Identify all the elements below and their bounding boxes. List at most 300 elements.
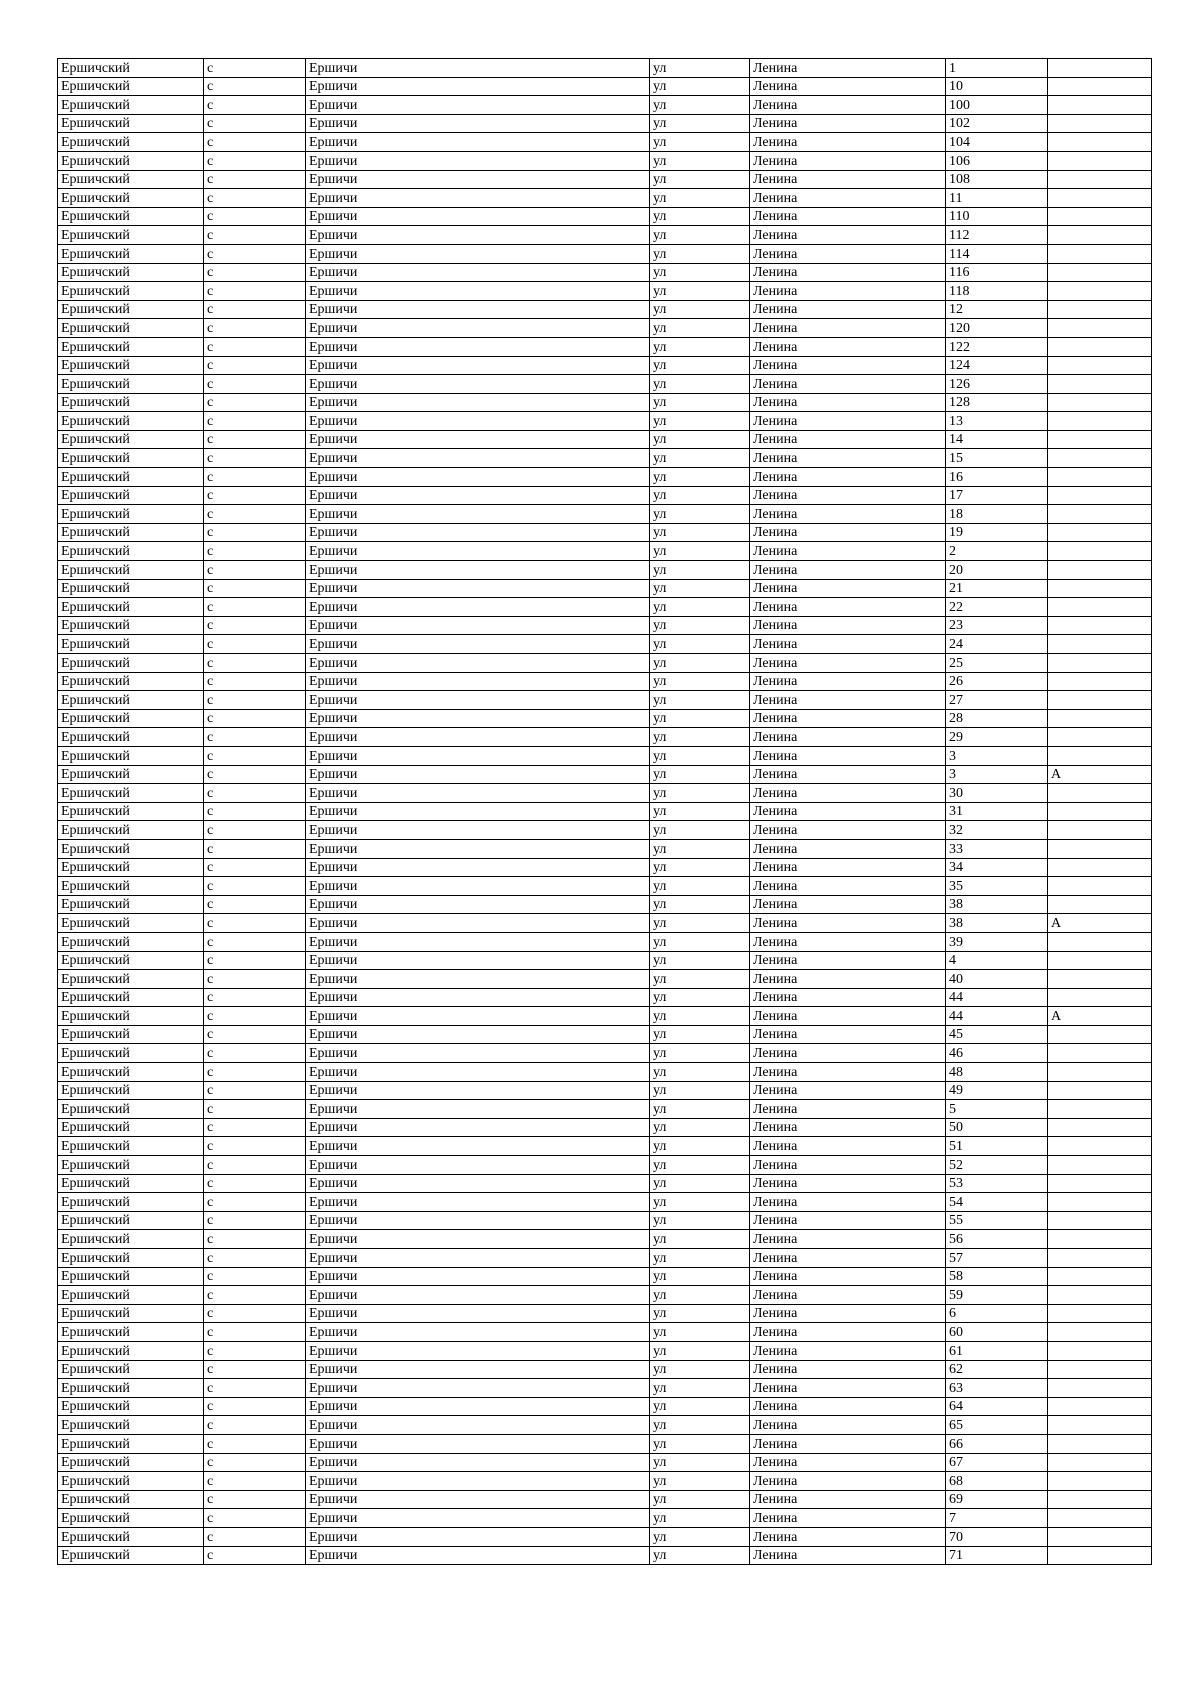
street-cell: Ленина bbox=[750, 1249, 946, 1268]
street-type-cell: ул bbox=[650, 1341, 750, 1360]
settlement-type-cell: с bbox=[204, 988, 306, 1007]
house-number-cell: 38 bbox=[946, 895, 1048, 914]
street-cell: Ленина bbox=[750, 59, 946, 78]
settlement-type-cell: с bbox=[204, 356, 306, 375]
street-type-cell: ул bbox=[650, 579, 750, 598]
building-letter-cell bbox=[1048, 616, 1152, 635]
building-letter-cell bbox=[1048, 1249, 1152, 1268]
building-letter-cell bbox=[1048, 523, 1152, 542]
building-letter-cell bbox=[1048, 598, 1152, 617]
street-type-cell: ул bbox=[650, 375, 750, 394]
settlement-cell: Ершичи bbox=[306, 746, 650, 765]
settlement-cell: Ершичи bbox=[306, 914, 650, 933]
table-row bbox=[58, 1472, 1152, 1491]
street-type-cell: ул bbox=[650, 951, 750, 970]
building-letter-cell bbox=[1048, 839, 1152, 858]
house-number-cell: 34 bbox=[946, 858, 1048, 877]
settlement-type-cell: с bbox=[204, 1416, 306, 1435]
building-letter-cell bbox=[1048, 77, 1152, 96]
building-letter-cell bbox=[1048, 96, 1152, 115]
building-letter-cell bbox=[1048, 1137, 1152, 1156]
house-number-cell: 12 bbox=[946, 300, 1048, 319]
settlement-type-cell: с bbox=[204, 1453, 306, 1472]
district-cell: Ершичский bbox=[58, 96, 204, 115]
settlement-cell: Ершичи bbox=[306, 839, 650, 858]
district-cell: Ершичский bbox=[58, 691, 204, 710]
table-row bbox=[58, 356, 1152, 375]
building-letter-cell bbox=[1048, 895, 1152, 914]
street-cell: Ленина bbox=[750, 170, 946, 189]
table-row bbox=[58, 932, 1152, 951]
street-cell: Ленина bbox=[750, 858, 946, 877]
house-number-cell: 122 bbox=[946, 337, 1048, 356]
house-number-cell: 44 bbox=[946, 1007, 1048, 1026]
street-type-cell: ул bbox=[650, 932, 750, 951]
building-letter-cell bbox=[1048, 1025, 1152, 1044]
district-cell: Ершичский bbox=[58, 970, 204, 989]
table-row bbox=[58, 77, 1152, 96]
district-cell: Ершичский bbox=[58, 300, 204, 319]
building-letter-cell bbox=[1048, 877, 1152, 896]
district-cell: Ершичский bbox=[58, 486, 204, 505]
table-row bbox=[58, 1397, 1152, 1416]
building-letter-cell bbox=[1048, 430, 1152, 449]
table-row bbox=[58, 654, 1152, 673]
district-cell: Ершичский bbox=[58, 319, 204, 338]
house-number-cell: 70 bbox=[946, 1527, 1048, 1546]
district-cell: Ершичский bbox=[58, 988, 204, 1007]
building-letter-cell bbox=[1048, 207, 1152, 226]
table-row bbox=[58, 207, 1152, 226]
settlement-cell: Ершичи bbox=[306, 430, 650, 449]
district-cell: Ершичский bbox=[58, 1211, 204, 1230]
district-cell: Ершичский bbox=[58, 1341, 204, 1360]
street-type-cell: ул bbox=[650, 356, 750, 375]
street-type-cell: ул bbox=[650, 542, 750, 561]
street-type-cell: ул bbox=[650, 895, 750, 914]
street-type-cell: ул bbox=[650, 1397, 750, 1416]
settlement-type-cell: с bbox=[204, 77, 306, 96]
street-type-cell: ул bbox=[650, 616, 750, 635]
table-row bbox=[58, 486, 1152, 505]
street-cell: Ленина bbox=[750, 1025, 946, 1044]
street-type-cell: ул bbox=[650, 1193, 750, 1212]
table-row bbox=[58, 1118, 1152, 1137]
house-number-cell: 20 bbox=[946, 561, 1048, 580]
building-letter-cell bbox=[1048, 375, 1152, 394]
building-letter-cell bbox=[1048, 1323, 1152, 1342]
settlement-type-cell: с bbox=[204, 1527, 306, 1546]
street-cell: Ленина bbox=[750, 505, 946, 524]
settlement-type-cell: с bbox=[204, 579, 306, 598]
house-number-cell: 68 bbox=[946, 1472, 1048, 1491]
house-number-cell: 49 bbox=[946, 1081, 1048, 1100]
district-cell: Ершичский bbox=[58, 1156, 204, 1175]
street-cell: Ленина bbox=[750, 1007, 946, 1026]
district-cell: Ершичский bbox=[58, 1323, 204, 1342]
settlement-type-cell: с bbox=[204, 542, 306, 561]
street-type-cell: ул bbox=[650, 59, 750, 78]
street-cell: Ленина bbox=[750, 951, 946, 970]
table-row bbox=[58, 430, 1152, 449]
district-cell: Ершичский bbox=[58, 1007, 204, 1026]
house-number-cell: 24 bbox=[946, 635, 1048, 654]
house-number-cell: 56 bbox=[946, 1230, 1048, 1249]
building-letter-cell bbox=[1048, 1546, 1152, 1565]
table-row bbox=[58, 839, 1152, 858]
settlement-cell: Ершичи bbox=[306, 951, 650, 970]
street-type-cell: ул bbox=[650, 1267, 750, 1286]
house-number-cell: 7 bbox=[946, 1509, 1048, 1528]
settlement-cell: Ершичи bbox=[306, 1137, 650, 1156]
street-cell: Ленина bbox=[750, 1434, 946, 1453]
settlement-type-cell: с bbox=[204, 449, 306, 468]
settlement-cell: Ершичи bbox=[306, 598, 650, 617]
district-cell: Ершичский bbox=[58, 468, 204, 487]
house-number-cell: 120 bbox=[946, 319, 1048, 338]
settlement-cell: Ершичи bbox=[306, 1230, 650, 1249]
settlement-cell: Ершичи bbox=[306, 579, 650, 598]
table-row bbox=[58, 1341, 1152, 1360]
house-number-cell: 69 bbox=[946, 1490, 1048, 1509]
district-cell: Ершичский bbox=[58, 189, 204, 208]
house-number-cell: 1 bbox=[946, 59, 1048, 78]
street-cell: Ленина bbox=[750, 523, 946, 542]
district-cell: Ершичский bbox=[58, 151, 204, 170]
house-number-cell: 51 bbox=[946, 1137, 1048, 1156]
district-cell: Ершичский bbox=[58, 412, 204, 431]
district-cell: Ершичский bbox=[58, 1416, 204, 1435]
district-cell: Ершичский bbox=[58, 1174, 204, 1193]
table-row bbox=[58, 746, 1152, 765]
district-cell: Ершичский bbox=[58, 932, 204, 951]
street-cell: Ленина bbox=[750, 1230, 946, 1249]
building-letter-cell bbox=[1048, 1472, 1152, 1491]
building-letter-cell bbox=[1048, 561, 1152, 580]
street-cell: Ленина bbox=[750, 468, 946, 487]
house-number-cell: 54 bbox=[946, 1193, 1048, 1212]
district-cell: Ершичский bbox=[58, 542, 204, 561]
district-cell: Ершичский bbox=[58, 1249, 204, 1268]
settlement-type-cell: с bbox=[204, 114, 306, 133]
settlement-type-cell: с bbox=[204, 170, 306, 189]
settlement-cell: Ершичи bbox=[306, 1416, 650, 1435]
district-cell: Ершичский bbox=[58, 1472, 204, 1491]
building-letter-cell bbox=[1048, 1397, 1152, 1416]
settlement-cell: Ершичи bbox=[306, 877, 650, 896]
settlement-cell: Ершичи bbox=[306, 895, 650, 914]
settlement-type-cell: с bbox=[204, 1360, 306, 1379]
street-type-cell: ул bbox=[650, 96, 750, 115]
district-cell: Ершичский bbox=[58, 877, 204, 896]
house-number-cell: 35 bbox=[946, 877, 1048, 896]
house-number-cell: 30 bbox=[946, 784, 1048, 803]
settlement-cell: Ершичи bbox=[306, 1546, 650, 1565]
settlement-type-cell: с bbox=[204, 1230, 306, 1249]
building-letter-cell bbox=[1048, 1453, 1152, 1472]
house-number-cell: 53 bbox=[946, 1174, 1048, 1193]
settlement-cell: Ершичи bbox=[306, 635, 650, 654]
settlement-type-cell: с bbox=[204, 821, 306, 840]
table-row bbox=[58, 970, 1152, 989]
house-number-cell: 126 bbox=[946, 375, 1048, 394]
building-letter-cell bbox=[1048, 932, 1152, 951]
settlement-type-cell: с bbox=[204, 1044, 306, 1063]
settlement-cell: Ершичи bbox=[306, 300, 650, 319]
table-row bbox=[58, 1137, 1152, 1156]
settlement-cell: Ершичи bbox=[306, 802, 650, 821]
settlement-cell: Ершичи bbox=[306, 1509, 650, 1528]
house-number-cell: 128 bbox=[946, 393, 1048, 412]
table-row bbox=[58, 393, 1152, 412]
settlement-cell: Ершичи bbox=[306, 1490, 650, 1509]
street-type-cell: ул bbox=[650, 1118, 750, 1137]
street-type-cell: ул bbox=[650, 189, 750, 208]
street-type-cell: ул bbox=[650, 1304, 750, 1323]
building-letter-cell bbox=[1048, 244, 1152, 263]
house-number-cell: 17 bbox=[946, 486, 1048, 505]
street-cell: Ленина bbox=[750, 709, 946, 728]
house-number-cell: 55 bbox=[946, 1211, 1048, 1230]
settlement-type-cell: с bbox=[204, 802, 306, 821]
settlement-cell: Ершичи bbox=[306, 505, 650, 524]
street-type-cell: ул bbox=[650, 207, 750, 226]
street-cell: Ленина bbox=[750, 1323, 946, 1342]
settlement-type-cell: с bbox=[204, 430, 306, 449]
settlement-type-cell: с bbox=[204, 189, 306, 208]
street-cell: Ленина bbox=[750, 932, 946, 951]
street-cell: Ленина bbox=[750, 1472, 946, 1491]
street-type-cell: ул bbox=[650, 970, 750, 989]
street-type-cell: ул bbox=[650, 1453, 750, 1472]
settlement-type-cell: с bbox=[204, 895, 306, 914]
street-cell: Ленина bbox=[750, 821, 946, 840]
house-number-cell: 124 bbox=[946, 356, 1048, 375]
settlement-type-cell: с bbox=[204, 1490, 306, 1509]
street-type-cell: ул bbox=[650, 709, 750, 728]
street-type-cell: ул bbox=[650, 1509, 750, 1528]
district-cell: Ершичский bbox=[58, 1360, 204, 1379]
table-row bbox=[58, 1230, 1152, 1249]
house-number-cell: 16 bbox=[946, 468, 1048, 487]
table-row bbox=[58, 1546, 1152, 1565]
street-type-cell: ул bbox=[650, 1025, 750, 1044]
building-letter-cell: А bbox=[1048, 765, 1152, 784]
house-number-cell: 28 bbox=[946, 709, 1048, 728]
settlement-type-cell: с bbox=[204, 970, 306, 989]
settlement-cell: Ершичи bbox=[306, 1063, 650, 1082]
settlement-type-cell: с bbox=[204, 59, 306, 78]
street-cell: Ленина bbox=[750, 784, 946, 803]
settlement-type-cell: с bbox=[204, 1007, 306, 1026]
house-number-cell: 40 bbox=[946, 970, 1048, 989]
street-type-cell: ул bbox=[650, 765, 750, 784]
settlement-type-cell: с bbox=[204, 319, 306, 338]
building-letter-cell bbox=[1048, 746, 1152, 765]
street-cell: Ленина bbox=[750, 1100, 946, 1119]
street-type-cell: ул bbox=[650, 1156, 750, 1175]
settlement-cell: Ершичи bbox=[306, 709, 650, 728]
building-letter-cell bbox=[1048, 691, 1152, 710]
district-cell: Ершичский bbox=[58, 1137, 204, 1156]
settlement-cell: Ершичи bbox=[306, 821, 650, 840]
street-cell: Ленина bbox=[750, 970, 946, 989]
settlement-type-cell: с bbox=[204, 226, 306, 245]
street-type-cell: ул bbox=[650, 598, 750, 617]
building-letter-cell bbox=[1048, 1118, 1152, 1137]
settlement-cell: Ершичи bbox=[306, 226, 650, 245]
table-row bbox=[58, 1453, 1152, 1472]
district-cell: Ершичский bbox=[58, 802, 204, 821]
settlement-cell: Ершичи bbox=[306, 393, 650, 412]
table-row bbox=[58, 1490, 1152, 1509]
district-cell: Ершичский bbox=[58, 654, 204, 673]
district-cell: Ершичский bbox=[58, 672, 204, 691]
settlement-cell: Ершичи bbox=[306, 96, 650, 115]
building-letter-cell bbox=[1048, 1286, 1152, 1305]
table-row bbox=[58, 858, 1152, 877]
building-letter-cell bbox=[1048, 1434, 1152, 1453]
street-cell: Ленина bbox=[750, 1416, 946, 1435]
building-letter-cell bbox=[1048, 635, 1152, 654]
settlement-cell: Ершичи bbox=[306, 114, 650, 133]
building-letter-cell bbox=[1048, 1211, 1152, 1230]
settlement-type-cell: с bbox=[204, 393, 306, 412]
settlement-cell: Ершичи bbox=[306, 319, 650, 338]
building-letter-cell bbox=[1048, 282, 1152, 301]
street-type-cell: ул bbox=[650, 300, 750, 319]
settlement-type-cell: с bbox=[204, 858, 306, 877]
house-number-cell: 25 bbox=[946, 654, 1048, 673]
table-row bbox=[58, 59, 1152, 78]
settlement-cell: Ершичи bbox=[306, 1025, 650, 1044]
street-type-cell: ул bbox=[650, 1379, 750, 1398]
district-cell: Ершичский bbox=[58, 356, 204, 375]
table-row bbox=[58, 1286, 1152, 1305]
house-number-cell: 6 bbox=[946, 1304, 1048, 1323]
house-number-cell: 52 bbox=[946, 1156, 1048, 1175]
house-number-cell: 62 bbox=[946, 1360, 1048, 1379]
settlement-cell: Ершичи bbox=[306, 561, 650, 580]
house-number-cell: 15 bbox=[946, 449, 1048, 468]
table-row bbox=[58, 1360, 1152, 1379]
house-number-cell: 33 bbox=[946, 839, 1048, 858]
settlement-cell: Ершичи bbox=[306, 1044, 650, 1063]
building-letter-cell bbox=[1048, 1267, 1152, 1286]
street-cell: Ленина bbox=[750, 1081, 946, 1100]
table-row bbox=[58, 542, 1152, 561]
table-row bbox=[58, 523, 1152, 542]
table-row bbox=[58, 505, 1152, 524]
street-type-cell: ул bbox=[650, 133, 750, 152]
table-row bbox=[58, 1323, 1152, 1342]
street-cell: Ленина bbox=[750, 133, 946, 152]
settlement-cell: Ершичи bbox=[306, 1360, 650, 1379]
table-row bbox=[58, 579, 1152, 598]
district-cell: Ершичский bbox=[58, 282, 204, 301]
settlement-cell: Ершичи bbox=[306, 1249, 650, 1268]
district-cell: Ершичский bbox=[58, 598, 204, 617]
settlement-cell: Ершичи bbox=[306, 282, 650, 301]
street-type-cell: ул bbox=[650, 1100, 750, 1119]
address-table-body bbox=[58, 59, 1152, 1565]
table-row bbox=[58, 1416, 1152, 1435]
district-cell: Ершичский bbox=[58, 244, 204, 263]
district-cell: Ершичский bbox=[58, 375, 204, 394]
table-row bbox=[58, 226, 1152, 245]
district-cell: Ершичский bbox=[58, 765, 204, 784]
address-table bbox=[57, 58, 1152, 1565]
building-letter-cell bbox=[1048, 1416, 1152, 1435]
building-letter-cell bbox=[1048, 1379, 1152, 1398]
building-letter-cell bbox=[1048, 356, 1152, 375]
district-cell: Ершичский bbox=[58, 393, 204, 412]
settlement-cell: Ершичи bbox=[306, 523, 650, 542]
settlement-cell: Ершичи bbox=[306, 616, 650, 635]
street-cell: Ленина bbox=[750, 375, 946, 394]
settlement-type-cell: с bbox=[204, 616, 306, 635]
street-cell: Ленина bbox=[750, 244, 946, 263]
house-number-cell: 67 bbox=[946, 1453, 1048, 1472]
street-cell: Ленина bbox=[750, 1286, 946, 1305]
street-cell: Ленина bbox=[750, 1527, 946, 1546]
building-letter-cell bbox=[1048, 1304, 1152, 1323]
district-cell: Ершичский bbox=[58, 1546, 204, 1565]
street-cell: Ленина bbox=[750, 839, 946, 858]
district-cell: Ершичский bbox=[58, 337, 204, 356]
settlement-cell: Ершичи bbox=[306, 1267, 650, 1286]
house-number-cell: 112 bbox=[946, 226, 1048, 245]
settlement-cell: Ершичи bbox=[306, 672, 650, 691]
house-number-cell: 11 bbox=[946, 189, 1048, 208]
street-cell: Ленина bbox=[750, 1490, 946, 1509]
settlement-type-cell: с bbox=[204, 1063, 306, 1082]
district-cell: Ершичский bbox=[58, 1397, 204, 1416]
house-number-cell: 116 bbox=[946, 263, 1048, 282]
settlement-type-cell: с bbox=[204, 1397, 306, 1416]
district-cell: Ершичский bbox=[58, 616, 204, 635]
street-type-cell: ул bbox=[650, 244, 750, 263]
settlement-type-cell: с bbox=[204, 672, 306, 691]
street-cell: Ленина bbox=[750, 96, 946, 115]
settlement-cell: Ершичи bbox=[306, 1323, 650, 1342]
settlement-cell: Ершичи bbox=[306, 1379, 650, 1398]
street-cell: Ленина bbox=[750, 114, 946, 133]
district-cell: Ершичский bbox=[58, 133, 204, 152]
settlement-type-cell: с bbox=[204, 839, 306, 858]
table-row bbox=[58, 728, 1152, 747]
street-type-cell: ул bbox=[650, 821, 750, 840]
settlement-type-cell: с bbox=[204, 151, 306, 170]
street-cell: Ленина bbox=[750, 1156, 946, 1175]
settlement-type-cell: с bbox=[204, 505, 306, 524]
district-cell: Ершичский bbox=[58, 635, 204, 654]
settlement-type-cell: с bbox=[204, 1267, 306, 1286]
street-cell: Ленина bbox=[750, 356, 946, 375]
building-letter-cell bbox=[1048, 189, 1152, 208]
building-letter-cell bbox=[1048, 412, 1152, 431]
settlement-type-cell: с bbox=[204, 1249, 306, 1268]
house-number-cell: 108 bbox=[946, 170, 1048, 189]
settlement-cell: Ершичи bbox=[306, 59, 650, 78]
settlement-type-cell: с bbox=[204, 133, 306, 152]
settlement-cell: Ершичи bbox=[306, 1341, 650, 1360]
district-cell: Ершичский bbox=[58, 839, 204, 858]
street-cell: Ленина bbox=[750, 1063, 946, 1082]
district-cell: Ершичский bbox=[58, 1118, 204, 1137]
street-type-cell: ул bbox=[650, 691, 750, 710]
settlement-cell: Ершичи bbox=[306, 375, 650, 394]
